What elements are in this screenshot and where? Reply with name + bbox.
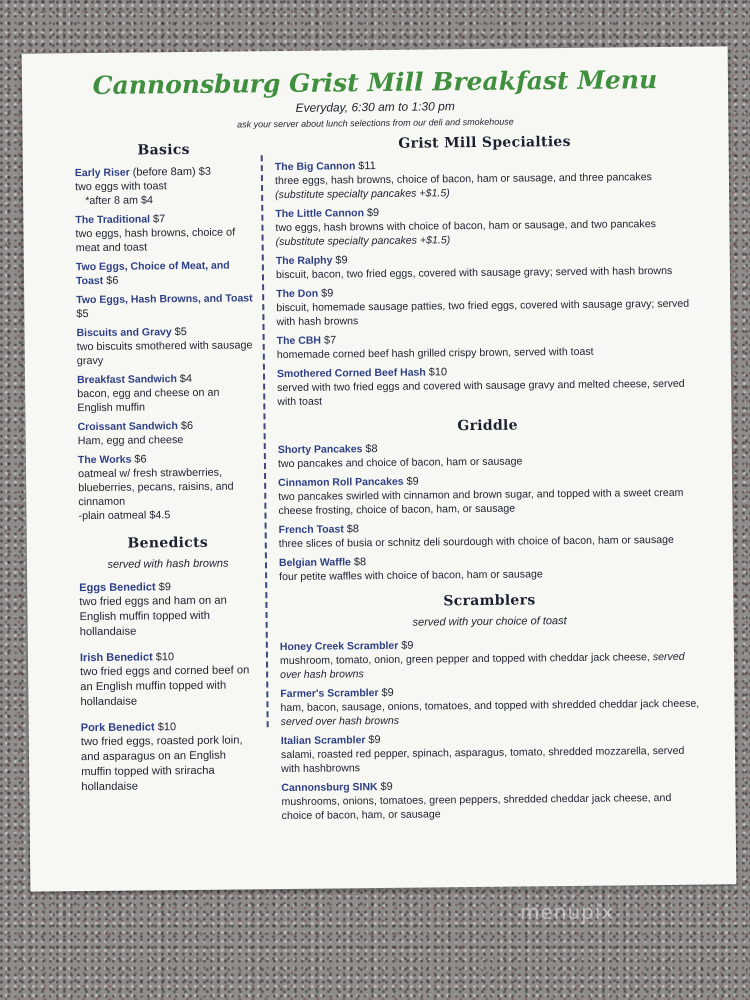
menu-item [280, 636, 700, 682]
item-description-extra: -plain oatmeal $4.5 [78, 509, 171, 523]
item-price: $9 [321, 287, 334, 300]
item-price: $7 [323, 334, 337, 347]
item-price: $9 [406, 475, 419, 488]
item-description: Ham, egg and cheese [77, 434, 184, 448]
item-description: two pancakes swirled with cinnamon and brown sugar, and topped with a sweet cream cheese frosting, choice of bacon, ham, or sausage [278, 486, 684, 518]
menu-item [76, 258, 254, 288]
item-price: $6 [180, 419, 194, 433]
item-name: Farmer's Scrambler [280, 687, 379, 701]
item-description: biscuit, bacon, two fried eggs, covered with sausage gravy; served with hash browns [275, 264, 673, 282]
section-heading-basics: Basics [137, 141, 190, 159]
item-description: salami, roasted red pepper, spinach, asparagus, tomato, shredded mozzarella, served with hashbrowns [280, 744, 685, 776]
item-price: $10 [155, 651, 175, 664]
item-description: two eggs, hash browns, choice of meat and toast [75, 226, 236, 255]
item-price: $10 [157, 721, 177, 734]
menu-item [281, 777, 701, 823]
item-price: $8 [353, 556, 367, 569]
menu-item [279, 519, 699, 551]
item-name: Belgian Waffle [278, 556, 351, 570]
item-price: $9 [380, 780, 393, 794]
section-heading-scramblers: Scramblers [443, 592, 536, 610]
item-price: $11 [358, 160, 376, 173]
item-name: Shorty Pancakes [277, 443, 363, 457]
menu-item [78, 451, 257, 523]
item-price: $10 [428, 366, 448, 379]
item-price: $7 [152, 213, 166, 226]
item-price: $5 [76, 308, 89, 321]
menu-item [76, 324, 254, 368]
item-name: Breakfast Sandwich [76, 373, 177, 387]
menu-item [79, 579, 258, 640]
menu-item [275, 156, 695, 202]
item-description: mushroom, tomato, onion, green pepper and topped with cheddar jack cheese, [279, 651, 650, 668]
item-description: bacon, egg and cheese on an English muffin [77, 386, 220, 415]
item-price: $9 [368, 733, 381, 747]
menu-item [81, 719, 260, 795]
menu-item [281, 730, 701, 776]
item-name: Two Eggs, Hash Browns, and Toast [76, 292, 253, 307]
item-price: $9 [401, 639, 414, 652]
menu-item [279, 552, 699, 584]
item-price: $6 [134, 453, 147, 466]
left-column [75, 141, 260, 806]
item-description-italic: (substitute specialty pancakes +$1.5) [275, 187, 450, 202]
item-price: $9 [381, 686, 394, 699]
item-description-italic: served over hash browns [280, 650, 685, 682]
item-description: served with two fried eggs and covered with sausage gravy and melted cheese, served with toast [277, 377, 685, 409]
item-description: ham, bacon, sausage, onions, tomatoes, and topped with shredded cheddar jack cheese, [280, 697, 700, 715]
item-name: French Toast [278, 523, 344, 537]
item-description-italic: served over hash browns [280, 714, 400, 729]
menu-item [278, 472, 698, 518]
item-description: two biscuits smothered with sausage gravy [76, 339, 253, 368]
section-heading-specialties: Grist Mill Specialties [398, 133, 571, 152]
menu-item [278, 439, 698, 471]
column-divider [261, 155, 269, 727]
item-description-extra: *after 8 am $4 [85, 194, 154, 208]
section-subtitle-scramblers: served with your choice of toast [412, 615, 567, 629]
menu-paper [22, 46, 737, 891]
item-name: Cinnamon Roll Pancakes [278, 475, 404, 490]
item-description: three slices of busia or schnitz deli sourdough with choice of bacon, ham or sausage [278, 533, 674, 551]
item-price: (before 8am) $3 [132, 165, 212, 179]
menu-item [276, 250, 696, 282]
item-name: Early Riser [74, 166, 130, 180]
item-name: Smothered Corned Beef Hash [276, 366, 426, 381]
item-name: The Big Cannon [274, 160, 356, 174]
menu-hours: Everyday, 6:30 am to 1:30 pm [295, 99, 455, 115]
item-name: The Traditional [75, 213, 151, 227]
item-description-italic: (substitute specialty pancakes +$1.5) [275, 234, 451, 249]
item-price: $8 [346, 523, 360, 536]
menu-item [75, 211, 253, 255]
item-name: Croissant Sandwich [77, 420, 178, 434]
item-description: two pancakes and choice of bacon, ham or sausage [277, 455, 523, 471]
menu-item [277, 330, 697, 362]
right-column [275, 133, 702, 828]
item-price: $4 [179, 372, 193, 386]
menu-item [277, 363, 697, 409]
item-name: Pork Benedict [80, 721, 155, 735]
menu-item [77, 418, 255, 448]
section-subtitle-benedicts: served with hash browns [107, 557, 229, 571]
menu-note: ask your server about lunch selections from our deli and smokehouse [237, 116, 514, 130]
menu-item [275, 203, 695, 249]
item-name: The CBH [276, 334, 322, 348]
item-description: biscuit, homemade sausage patties, two fried eggs, covered with sausage gravy; served with hash browns [276, 297, 690, 329]
item-name: Irish Benedict [79, 651, 153, 665]
item-name: Cannonsburg SINK [281, 781, 378, 795]
item-name: Italian Scrambler [280, 734, 366, 748]
item-description: two fried eggs, roasted pork loin, and asparagus on an English muffin topped with sriracha hollandaise [80, 734, 243, 794]
item-name: The Ralphy [275, 254, 333, 268]
item-price: $9 [158, 581, 172, 594]
item-name: The Don [276, 287, 319, 301]
item-description: mushrooms, onions, tomatoes, green peppers, shredded cheddar jack cheese, and choice of bacon, ham, or sausage [281, 791, 672, 823]
menu-item [276, 283, 696, 329]
item-name: The Little Cannon [275, 207, 365, 221]
menu-item [80, 649, 259, 710]
item-description: four petite waffles with choice of bacon, ham or sausage [279, 568, 543, 584]
item-name: The Works [77, 453, 132, 467]
item-price: $5 [174, 326, 187, 339]
item-description: three eggs, hash browns, choice of bacon, ham or sausage, and three pancakes [274, 171, 652, 188]
item-description: homemade corned beef hash grilled crispy brown, served with toast [276, 345, 594, 362]
item-price: $8 [365, 443, 378, 456]
item-name: Biscuits and Gravy [76, 326, 172, 340]
item-description: two fried eggs and corned beef on an English muffin topped with hollandaise [80, 664, 250, 709]
menu-item [280, 683, 700, 729]
item-price: $6 [106, 274, 119, 287]
section-heading-benedicts: Benedicts [127, 534, 209, 552]
menu-item [75, 164, 253, 208]
item-price: $9 [366, 206, 380, 220]
item-description: oatmeal w/ fresh strawberries, blueberries, pecans, raisins, and cinnamon [77, 466, 234, 509]
item-description: two fried eggs and ham on an English muffin topped with hollandaise [79, 594, 227, 639]
watermark: menupix [520, 900, 615, 924]
menu-title: Cannonsburg Grist Mill Breakfast Menu [92, 65, 658, 100]
item-name: Honey Creek Scrambler [279, 639, 399, 654]
item-name: Two Eggs, Choice of Meat, and Toast [75, 259, 230, 288]
item-description: two eggs, hash browns with choice of bacon, ham or sausage, and two pancakes [275, 218, 656, 235]
item-name: Eggs Benedict [79, 581, 156, 595]
menu-item [77, 371, 255, 415]
menu-item [76, 291, 254, 321]
section-heading-griddle: Griddle [457, 417, 518, 435]
item-description: two eggs with toast [74, 180, 167, 194]
item-price: $9 [335, 254, 348, 267]
